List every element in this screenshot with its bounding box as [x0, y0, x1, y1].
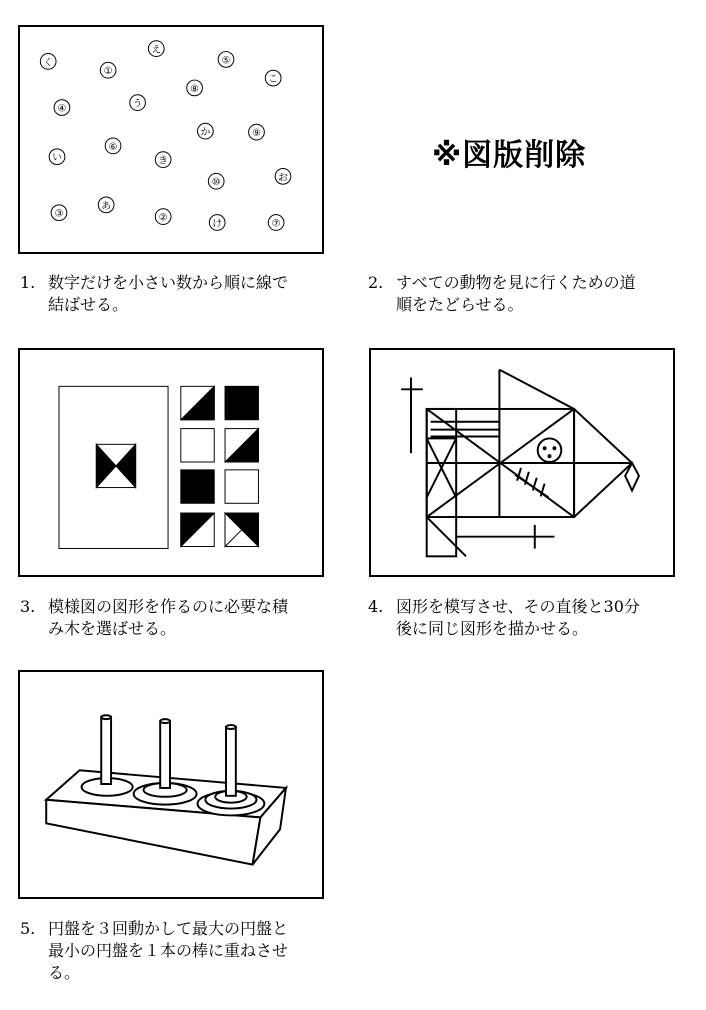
block-tile-3: [181, 429, 214, 462]
circle-o: [275, 168, 291, 184]
block-tile-6: [225, 470, 258, 503]
caption-number: 4.: [368, 597, 384, 616]
circle-2: [155, 209, 171, 225]
circle-u: [130, 95, 146, 111]
caption-text: 図形を模写させ、その直後と30分 後に同じ図形を描かせる。: [396, 597, 640, 638]
circle-a: [98, 197, 114, 213]
svg-text:⑧: ⑧: [190, 83, 199, 95]
circle-ki: [155, 152, 171, 168]
figure-1-connect-dots: [18, 25, 324, 254]
svg-text:え: え: [151, 44, 162, 56]
caption-text: 円盤を３回動かして最大の円盤と 最小の円盤を１本の棒に重ねさせ る。: [48, 919, 289, 982]
caption-text: 模様図の図形を作るのに必要な積 み木を選ばせる。: [48, 597, 289, 638]
circle-ke: [209, 215, 225, 231]
circle-ko: [265, 70, 281, 86]
caption-text: すべての動物を見に行くための道 順をたどらせる。: [396, 273, 636, 314]
block-tile-8: [225, 513, 258, 546]
label: く: [43, 57, 54, 69]
caption-number: 2.: [368, 273, 384, 292]
circle-5: [218, 52, 234, 68]
peg-3: [226, 727, 236, 796]
block-tile-2: [225, 386, 258, 419]
circle-3: [51, 205, 67, 221]
svg-text:⑦: ⑦: [271, 218, 281, 230]
circle-9: [249, 124, 265, 140]
svg-text:か: か: [200, 127, 211, 139]
svg-text:こ: こ: [268, 74, 279, 86]
svg-text:⑥: ⑥: [108, 141, 118, 153]
svg-text:⑤: ⑤: [221, 55, 231, 67]
svg-text:⑨: ⑨: [252, 128, 261, 140]
circle-ka: [198, 123, 214, 139]
svg-text:あ: あ: [101, 200, 112, 212]
svg-text:④: ④: [57, 103, 67, 115]
circle-8: [187, 80, 203, 96]
pattern-icon: [96, 444, 135, 487]
circle-7: [268, 215, 284, 231]
block-tile-4: [225, 429, 258, 462]
svg-text:③: ③: [54, 208, 64, 220]
block-tile-1: [181, 386, 214, 419]
circle-e: [148, 41, 164, 57]
figure-5-tower-of-hanoi: [18, 670, 324, 899]
caption-number: 3.: [20, 597, 36, 616]
caption-text: 数字だけを小さい数から順に線で 結ばせる。: [48, 273, 289, 314]
figure-4-complex-figure: [369, 348, 675, 577]
circle-1: [100, 62, 116, 78]
circle-6: [105, 138, 121, 154]
caption-number: 1.: [20, 273, 36, 292]
circle-i: [49, 149, 65, 165]
svg-text:け: け: [212, 218, 223, 230]
svg-text:①: ①: [103, 66, 113, 78]
svg-text:⑩: ⑩: [211, 177, 221, 189]
circle-10: [208, 173, 224, 189]
figure-3-block-design: [18, 348, 324, 577]
peg-1: [101, 717, 111, 784]
peg-2: [160, 721, 170, 788]
circle-ku: [40, 54, 56, 70]
svg-text:い: い: [52, 152, 62, 164]
circle-4: [54, 100, 70, 116]
svg-text:き: き: [158, 155, 169, 167]
figure-2-deleted-notice: ※図版削除: [432, 138, 587, 173]
caption-number: 5.: [20, 919, 36, 938]
block-tile-7: [181, 513, 214, 546]
svg-text:お: お: [278, 172, 288, 184]
svg-text:う: う: [132, 98, 143, 110]
block-tile-5: [181, 470, 214, 503]
svg-text:②: ②: [158, 212, 168, 224]
